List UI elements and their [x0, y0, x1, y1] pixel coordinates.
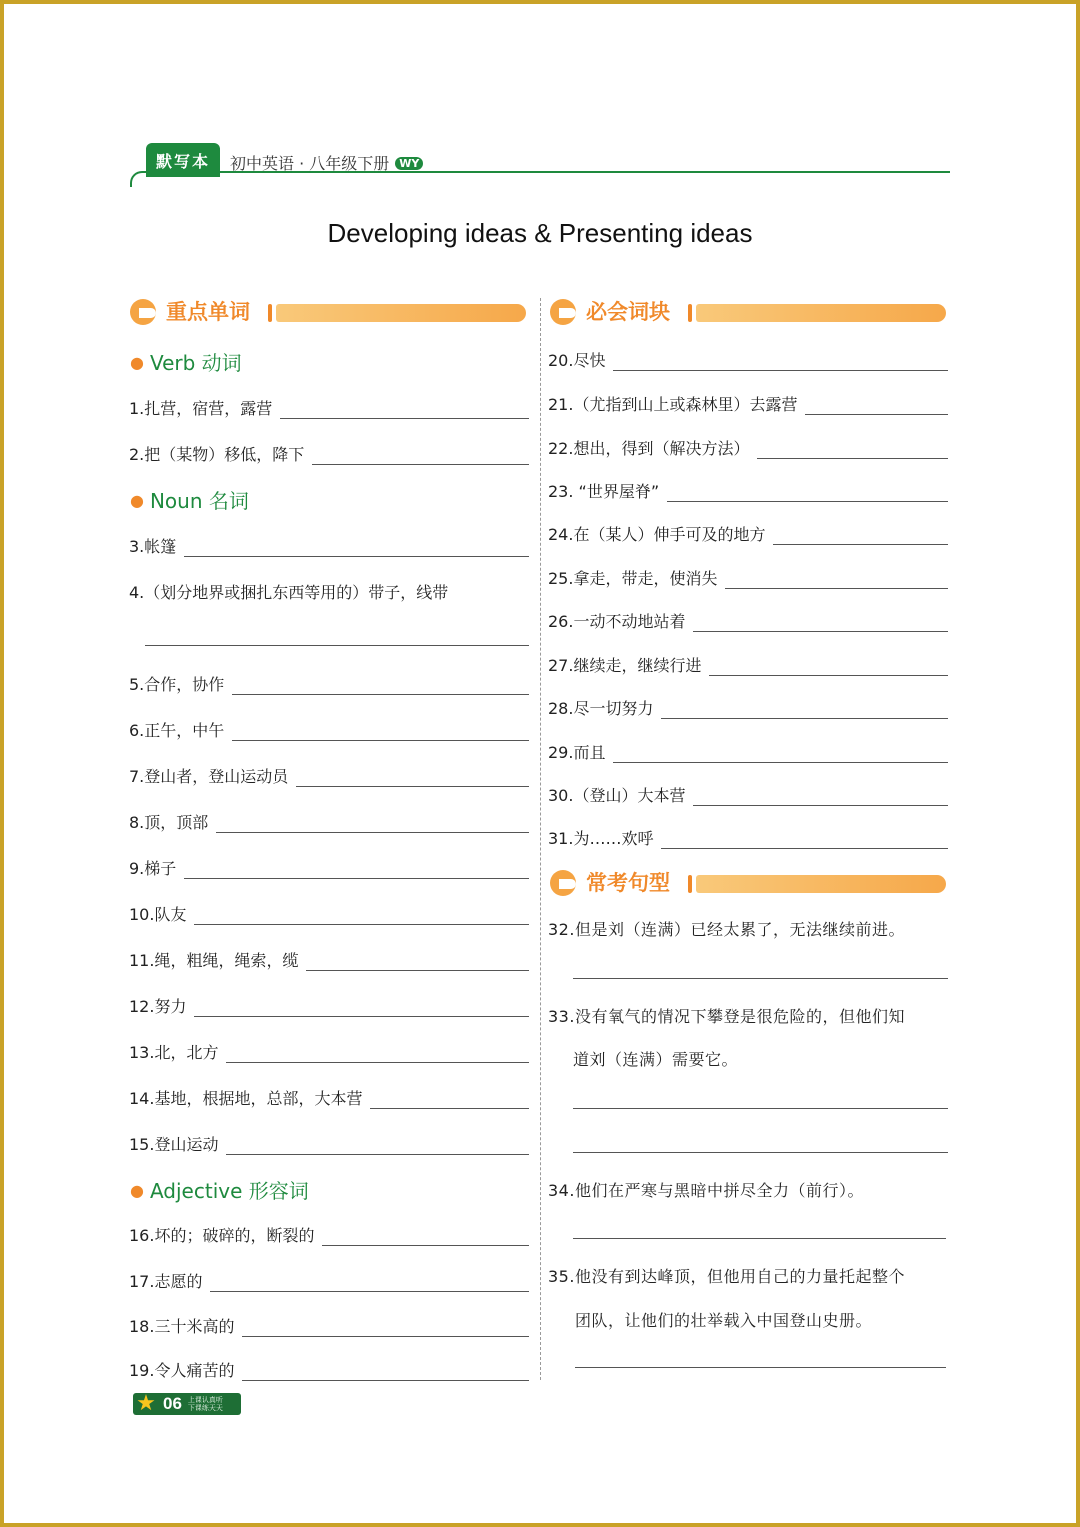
- section-must-phrases: [550, 296, 946, 330]
- section-stripe: [276, 304, 526, 322]
- item-label: 25.拿走，带走，使消失: [548, 569, 718, 588]
- answer-blank[interactable]: [573, 1152, 948, 1153]
- item-label: 26.一动不动地站着: [548, 612, 686, 631]
- item-label: 4.（划分地界或捆扎东西等用的）带子，线带: [129, 583, 449, 602]
- list-item: [548, 825, 948, 849]
- section-label: 重点单词: [166, 300, 250, 324]
- list-item: [129, 1313, 529, 1337]
- item-label: 24.在（某人）伸手可及的地方: [548, 525, 766, 544]
- answer-blank[interactable]: [322, 1228, 529, 1246]
- item-label: 31.为……欢呼: [548, 829, 654, 848]
- subhead-noun-label: Noun 名词: [149, 489, 249, 513]
- item-label: 11.绳，粗绳，绳索，缆: [129, 951, 299, 970]
- page-number-badge: [133, 1393, 241, 1415]
- answer-blank[interactable]: [184, 539, 529, 557]
- list-item: [548, 435, 948, 459]
- list-item: [548, 391, 948, 415]
- section-sentences: [550, 867, 946, 901]
- list-item: [548, 565, 948, 589]
- answer-blank[interactable]: [232, 677, 529, 695]
- subhead-adjective-label: Adjective 形容词: [149, 1179, 309, 1203]
- section-icon: [130, 299, 156, 325]
- item-label: 23. “世界屋脊”: [548, 482, 660, 501]
- item-label: 18.三十米高的: [129, 1317, 235, 1336]
- footer-slogan-2: 下课练天天: [187, 1404, 223, 1412]
- page-number: 06: [163, 1394, 182, 1413]
- list-item: [548, 695, 948, 719]
- sentence-33-line-1: 33.没有氧气的情况下攀登是很危险的，但他们知: [548, 1007, 905, 1026]
- item-label: 5.合作，协作: [129, 675, 225, 694]
- list-item: [129, 901, 529, 925]
- subhead-noun: ● Noun 名词: [130, 489, 249, 513]
- answer-blank[interactable]: [184, 861, 529, 879]
- item-label: 7.登山者，登山运动员: [129, 767, 289, 786]
- sentence-35-line-2: 团队，让他们的壮举载入中国登山史册。: [575, 1311, 873, 1330]
- list-item: [129, 671, 529, 695]
- answer-blank[interactable]: [306, 953, 529, 971]
- item-label: 30.（登山）大本营: [548, 786, 686, 805]
- list-item: [129, 809, 529, 833]
- dictation-badge: 默写本: [146, 143, 220, 177]
- item-label: 12.努力: [129, 997, 187, 1016]
- item-label: 19.令人痛苦的: [129, 1361, 235, 1380]
- answer-blank[interactable]: [226, 1137, 529, 1155]
- sentence-33-line-2: 道刘（连满）需要它。: [573, 1050, 739, 1069]
- list-item: [129, 395, 529, 419]
- item-label: 20.尽快: [548, 351, 606, 370]
- item-label: 14.基地，根据地，总部，大本营: [129, 1089, 363, 1108]
- list-item: [129, 1268, 529, 1292]
- subhead-verb-label: Verb 动词: [149, 351, 242, 375]
- item-label: 13.北，北方: [129, 1043, 219, 1062]
- list-item: [129, 533, 529, 557]
- item-label: 17.志愿的: [129, 1272, 203, 1291]
- list-item: [548, 652, 948, 676]
- subhead-verb: ● Verb 动词: [130, 351, 242, 375]
- answer-blank[interactable]: [573, 1108, 948, 1109]
- section-icon: [550, 870, 576, 896]
- answer-blank[interactable]: [693, 614, 948, 632]
- answer-blank[interactable]: [280, 401, 529, 419]
- item-label: 2.把（某物）移低，降下: [129, 445, 305, 464]
- list-item: [129, 1085, 529, 1109]
- answer-blank[interactable]: [370, 1091, 529, 1109]
- list-item: [129, 441, 529, 465]
- answer-blank[interactable]: [709, 658, 948, 676]
- answer-blank[interactable]: [296, 769, 529, 787]
- answer-blank[interactable]: [661, 701, 948, 719]
- answer-blank[interactable]: [194, 907, 529, 925]
- list-item: [129, 717, 529, 741]
- item-label: 1.扎营，宿营，露营: [129, 399, 273, 418]
- star-icon: ★: [136, 1391, 156, 1416]
- item-label: 22.想出，得到（解决方法）: [548, 439, 750, 458]
- book-title-text: 初中英语 · 八年级下册: [230, 154, 390, 173]
- answer-blank[interactable]: [613, 353, 948, 371]
- item-label: 27.继续走，继续行进: [548, 656, 702, 675]
- answer-blank[interactable]: [242, 1319, 529, 1337]
- list-item: [548, 608, 948, 632]
- subhead-adjective: ● Adjective 形容词: [130, 1179, 309, 1203]
- answer-blank[interactable]: [757, 441, 948, 459]
- section-key-words: [130, 296, 526, 330]
- list-item: [129, 1039, 529, 1063]
- list-item: [129, 1222, 529, 1246]
- column-divider: [540, 298, 541, 1380]
- item-label: 10.队友: [129, 905, 187, 924]
- list-item: [548, 478, 948, 502]
- answer-blank[interactable]: [667, 484, 948, 502]
- item-label: 9.梯子: [129, 859, 177, 878]
- item-label: 6.正午，中午: [129, 721, 225, 740]
- list-item: [548, 521, 948, 545]
- page-header: [130, 143, 950, 189]
- list-item: [129, 579, 529, 603]
- list-item: [548, 782, 948, 806]
- sentence-34: 34.他们在严寒与黑暗中拼尽全力（前行）。: [548, 1181, 864, 1200]
- answer-blank[interactable]: [312, 447, 529, 465]
- list-item: [548, 739, 948, 763]
- answer-blank[interactable]: [725, 571, 948, 589]
- section-stripe: [696, 875, 946, 893]
- list-item: [548, 347, 948, 371]
- book-title: [230, 151, 423, 174]
- list-item: [129, 993, 529, 1017]
- sentence-32: 32.但是刘（连满）已经太累了，无法继续前进。: [548, 920, 905, 939]
- page-title: Developing ideas & Presenting ideas: [327, 218, 753, 248]
- item-label: 16.坏的；破碎的，断裂的: [129, 1226, 315, 1245]
- answer-blank[interactable]: [145, 645, 529, 646]
- edition-tag: WY: [395, 157, 423, 170]
- answer-blank[interactable]: [216, 815, 529, 833]
- footer-slogan-1: 上课认真听: [187, 1396, 223, 1404]
- list-item: [129, 855, 529, 879]
- section-icon: [550, 299, 576, 325]
- answer-blank[interactable]: [575, 1367, 946, 1368]
- list-item: [129, 1131, 529, 1155]
- section-stripe: [696, 304, 946, 322]
- answer-blank[interactable]: [773, 527, 948, 545]
- answer-blank[interactable]: [661, 831, 948, 849]
- answer-blank[interactable]: [242, 1363, 529, 1381]
- answer-blank[interactable]: [573, 1238, 946, 1239]
- item-label: 29.而且: [548, 743, 606, 762]
- section-label: 必会词块: [586, 300, 670, 324]
- list-item: [129, 947, 529, 971]
- sentence-35-line-1: 35.他没有到达峰顶，但他用自己的力量托起整个: [548, 1267, 905, 1286]
- answer-blank[interactable]: [613, 745, 948, 763]
- answer-blank[interactable]: [232, 723, 529, 741]
- item-label: 8.顶，顶部: [129, 813, 209, 832]
- item-label: 28.尽一切努力: [548, 699, 654, 718]
- footer-slogan: [188, 1396, 223, 1412]
- item-label: 3.帐篷: [129, 537, 177, 556]
- answer-blank[interactable]: [573, 978, 948, 979]
- answer-blank[interactable]: [194, 999, 529, 1017]
- section-label: 常考句型: [586, 871, 670, 895]
- item-label: 21.（尤指到山上或森林里）去露营: [548, 395, 798, 414]
- list-item: [129, 763, 529, 787]
- list-item: [129, 1357, 529, 1381]
- item-label: 15.登山运动: [129, 1135, 219, 1154]
- answer-blank[interactable]: [693, 788, 948, 806]
- answer-blank[interactable]: [210, 1274, 529, 1292]
- answer-blank[interactable]: [805, 397, 948, 415]
- answer-blank[interactable]: [226, 1045, 529, 1063]
